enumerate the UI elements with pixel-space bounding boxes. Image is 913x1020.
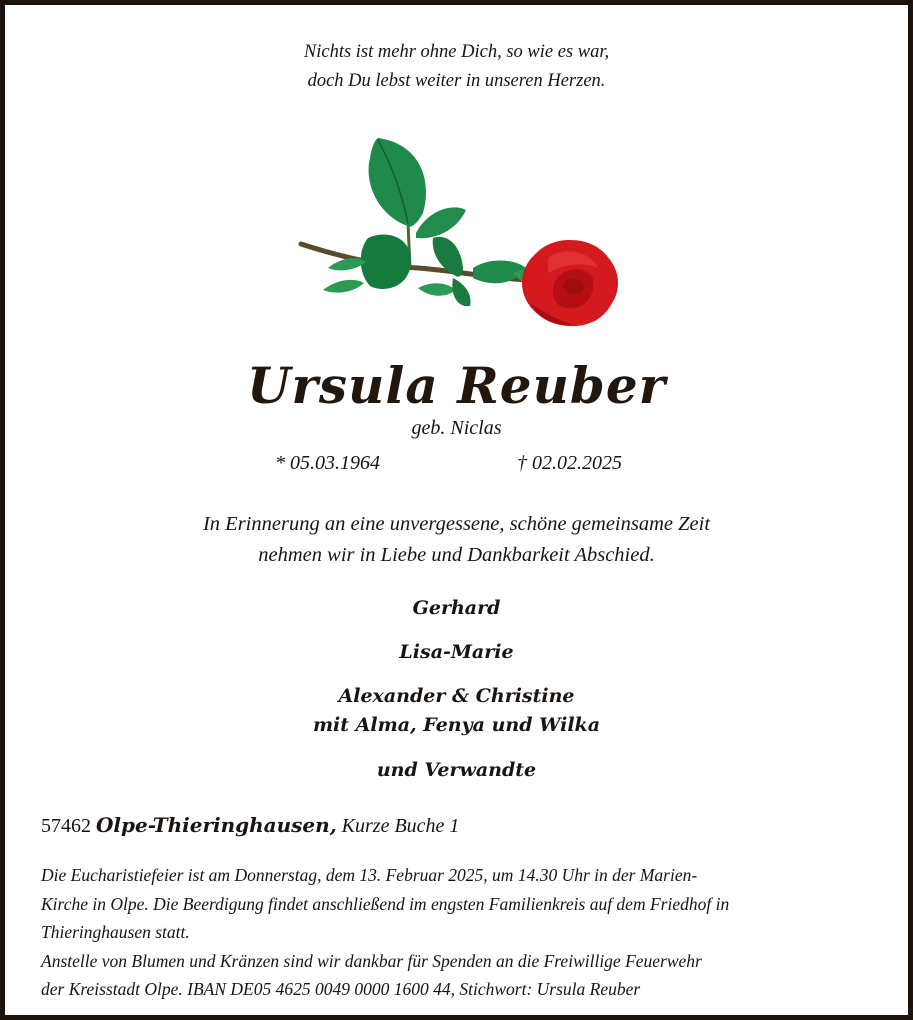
address-street: Kurze Buche 1 xyxy=(341,815,460,837)
birth-date: * 05.03.1964 xyxy=(275,452,380,474)
address-city: Olpe-Thieringhausen, xyxy=(96,813,337,837)
red-rose-icon xyxy=(298,128,620,333)
motto-line-2: doch Du lebst weiter in unseren Herzen. xyxy=(307,71,606,91)
mourner-grandchildren: mit Alma, Fenya und Wilka xyxy=(312,714,601,736)
info-line-5: der Kreisstadt Olpe. IBAN DE05 4625 0049 0000 1600 44, Stichwort: Ursula Reuber xyxy=(41,979,641,999)
maiden-name: geb. Niclas xyxy=(411,417,502,439)
info-line-4: Anstelle von Blumen und Kränzen sind wir dankbar für Spenden an die Freiwillige Feuerwehr xyxy=(41,950,702,971)
motto xyxy=(5,38,908,96)
mourner-alexander-christine: Alexander & Christine xyxy=(338,685,575,707)
death-date: † 02.02.2025 xyxy=(517,452,622,474)
info-line-2: Kirche in Olpe. Die Beerdigung findet anschließend im engsten Familienkreis auf dem Friedhof in xyxy=(41,893,730,914)
info-line-3: Thieringhausen statt. xyxy=(41,922,190,942)
address-zip: 57462 xyxy=(41,815,91,837)
deceased-name: Ursula Reuber xyxy=(246,356,667,415)
funeral-info xyxy=(41,861,872,1004)
mourner-gerhard: Gerhard xyxy=(412,597,501,619)
memory-line-1: In Erinnerung an eine unvergessene, schöne gemeinsame Zeit xyxy=(202,513,711,535)
mourner-relatives: und Verwandte xyxy=(376,759,537,781)
memory-line-2: nehmen wir in Liebe und Dankbarkeit Abschied. xyxy=(258,544,655,566)
family-address xyxy=(41,810,459,841)
motto-line-1: Nichts ist mehr ohne Dich, so wie es war, xyxy=(303,42,610,62)
info-line-1: Die Eucharistiefeier ist am Donnerstag, dem 13. Februar 2025, um 14.30 Uhr in der Marien- xyxy=(41,865,698,885)
life-dates xyxy=(5,452,908,482)
mourner-lisa-marie: Lisa-Marie xyxy=(399,641,514,663)
memory-text xyxy=(5,509,908,571)
